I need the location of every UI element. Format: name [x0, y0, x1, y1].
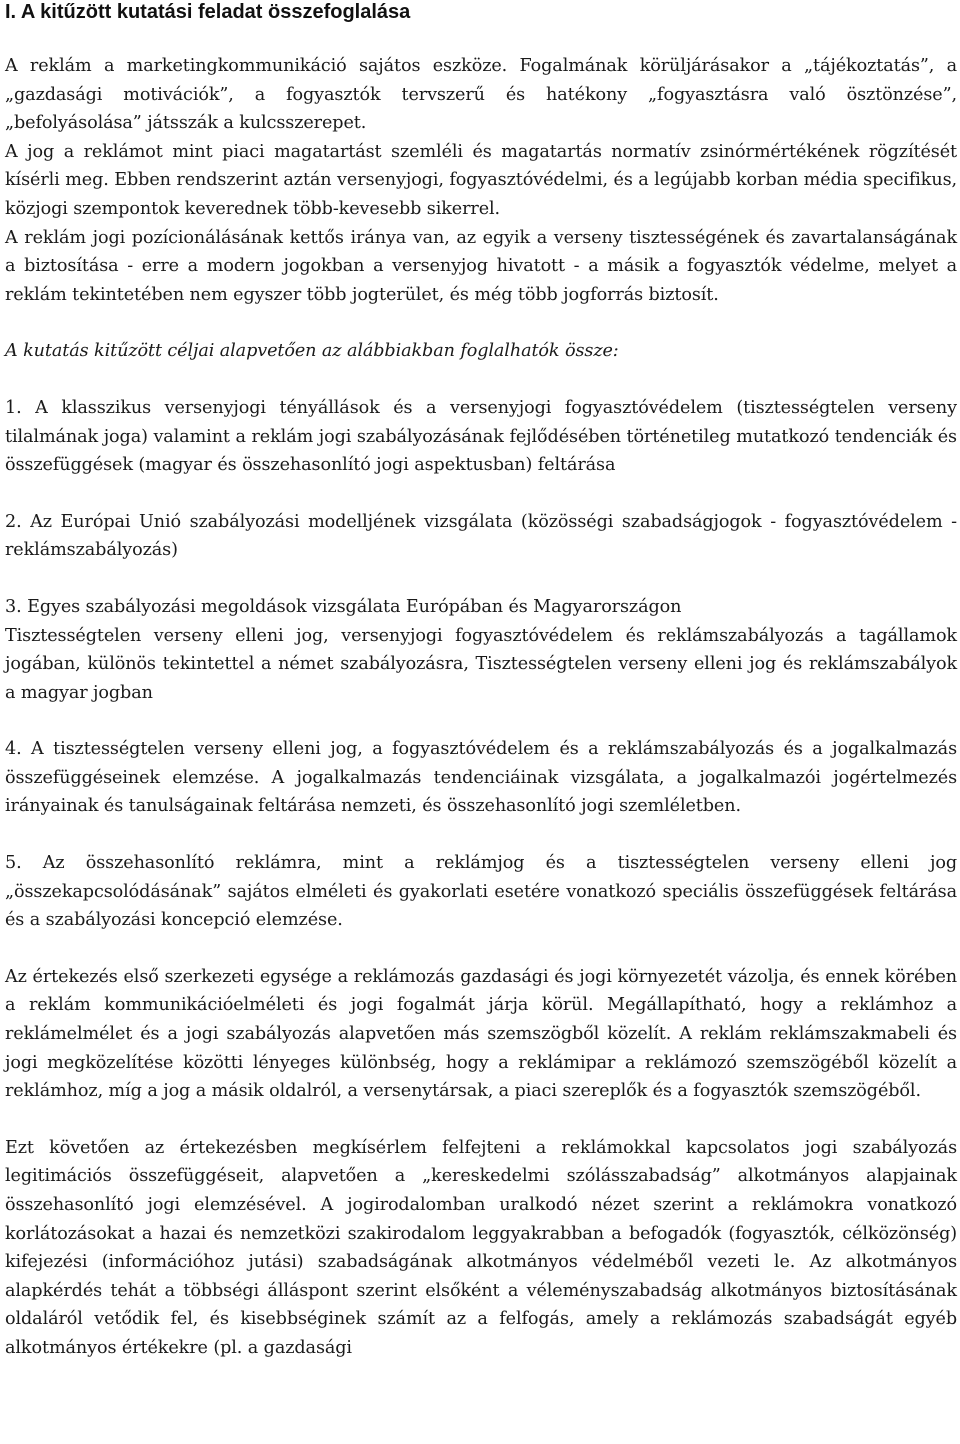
goal-item-4: 4. A tisztességtelen verseny elleni jog, a fogyasztóvédelem és a reklámszabályozás és a jogalkalmazás összefüggéseinek elemzése. A jogalkalmazás tendenciáinak vizsgálata, a jogalkalmazói jogértelmezés irányainak és tanulságainak feltárása nemzeti, és összehasonlító jogi szemléletben.: [5, 739, 957, 817]
goal-item-3-detail: Tisztességtelen verseny elleni jog, versenyjogi fogyasztóvédelem és reklámszabályozás a tagállamok jogában, különös tekintettel a német szabályozásra, Tisztességtelen verseny elleni jog és reklámszabályok a magyar jogban: [5, 625, 957, 703]
goal-item-2: 2. Az Európai Unió szabályozási modelljének vizsgálata (közösségi szabadságjogok - fogyasztóvédelem - reklámszabályozás): [5, 511, 957, 561]
intro-paragraph-2: A jog a reklámot mint piaci magatartást szemléli és magatartás normatív zsinórmértékének rögzítését kísérli meg. Ebben rendszerint aztán versenyjogi, fogyasztóvédelmi, és a legújabb korban média specifikus, közjogi szempontok keverednek több-kevesebb sikerrel.: [5, 141, 957, 219]
document-page: [5, 0, 957, 1363]
intro-paragraph-1: A reklám a marketingkommunikáció sajátos eszköze. Fogalmának körüljárásakor a „tájékoztatás”, a „gazdasági motivációk”, a fogyasztók tervszerű és hatékony „fogyasztásra való ösztönzése”, „befolyásolása” játsszák a kulcsszerepet.: [5, 56, 957, 134]
section-heading: I. A kitűzött kutatási feladat összefoglalása: [5, 1, 411, 23]
goal-item-5: 5. Az összehasonlító reklámra, mint a reklámjog és a tisztességtelen verseny elleni jog „összekapcsolódásának” sajátos elméleti és gyakorlati esetére vonatkozó speciális összefüggések feltárása és a szabályozási koncepció elemzése.: [5, 853, 957, 931]
body-paragraph-2: Ezt követően az értekezésben megkísérlem felfejteni a reklámokkal kapcsolatos jogi szabályozás legitimációs összefüggéseit, alapvetően a „kereskedelmi szólásszabadság” alkotmányos alapjainak összehasonlító jogi elemzésével. A jogirodalomban uralkodó nézet szerint a reklámokra vonatkozó korlátozásokat a hazai és nemzetközi szakirodalom leggyakrabban a befogadók (fogyasztók, célközönség) kifejezési (információhoz jutási) szabadságának alkotmányos védelméből vezeti le. Az alkotmányos alapkérdés tehát a többségi álláspont szerint elsőként a véleményszabadság alkotmányos biztosításának oldaláról vetődik fel, és kisebbséginek számít az a felfogás, amely a reklámozás szabadságát egyéb alkotmányos értékekre (pl. a gazdasági: [5, 1137, 957, 1358]
goals-heading: A kutatás kitűzött céljai alapvetően az alábbiakban foglalhatók össze:: [5, 341, 619, 362]
goal-item-1: 1. A klasszikus versenyjogi tényállások és a versenyjogi fogyasztóvédelem (tisztességtelen verseny tilalmának joga) valamint a reklám jogi szabályozásának fejlődésében történetileg mutatkozó tendenciák és összefüggések (magyar és összehasonlító jogi aspektusban) feltárása: [5, 397, 957, 476]
goal-item-3: 3. Egyes szabályozási megoldások vizsgálata Európában és Magyarországon: [5, 596, 682, 617]
intro-paragraph-3: A reklám jogi pozícionálásának kettős iránya van, az egyik a verseny tisztességének és zavartalanságának a biztosítása - erre a modern jogokban a versenyjog hivatott - a másik a fogyasztók védelme, melyet a reklám tekintetében nem egyszer több jogterület, és még több jogforrás biztosít.: [5, 227, 957, 305]
body-paragraph-1: Az értekezés első szerkezeti egysége a reklámozás gazdasági és jogi környezetét vázolja, és ennek körében a reklám kommunikációelméleti és jogi fogalmát járja körül. Megállapítható, hogy a reklámhoz a reklámelmélet és a jogi szabályozás alapvetően más szemszögből közelít. A reklám reklámszakmabeli és jogi megközelítése közötti lényeges különbség, hogy a reklámipar a reklámozó szemszögéből közelít a reklámhoz, míg a jog a másik oldalról, a versenytársak, a piaci szereplők és a fogyasztók szemszögéből.: [5, 966, 957, 1102]
